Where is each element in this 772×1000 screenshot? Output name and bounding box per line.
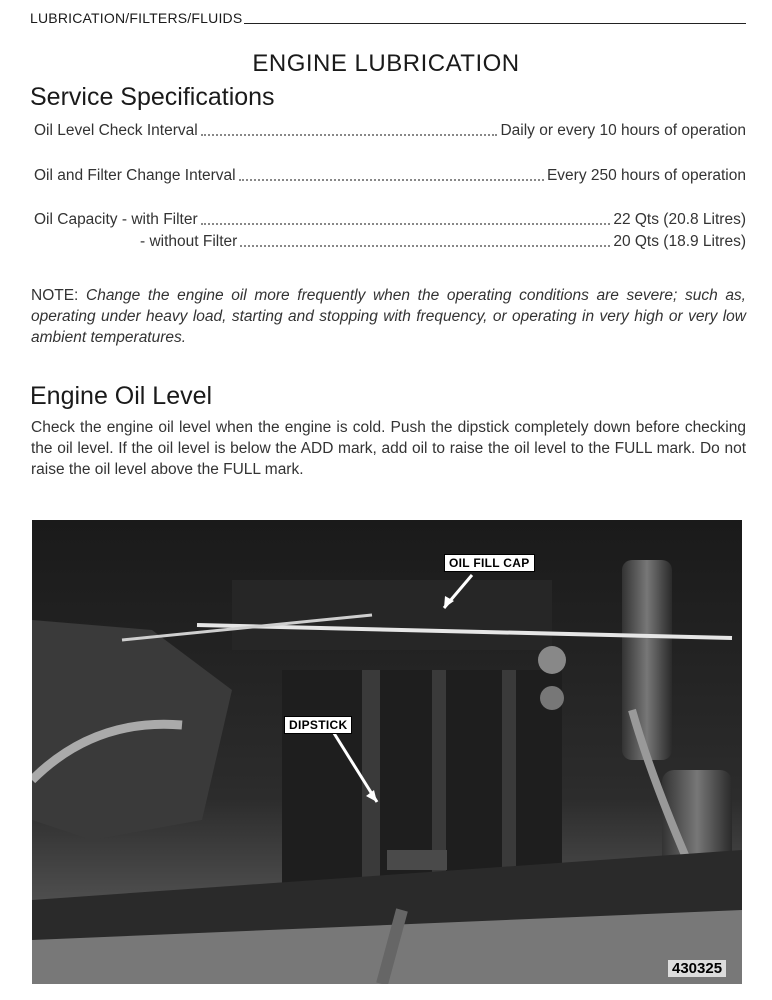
spec-value: Every 250 hours of operation [546,167,746,184]
header-rule [244,23,746,24]
section-header [30,10,746,26]
section-header-text: LUBRICATION/FILTERS/FLUIDS [30,10,243,26]
spec-label: - without Filter [140,233,238,250]
spec-capacity-with-filter [34,211,746,229]
dot-leader [240,245,610,247]
spec-value: 22 Qts (20.8 Litres) [613,211,746,228]
spec-label: Oil Level Check Interval [34,122,198,139]
service-specifications-heading: Service Specifications [30,83,275,111]
oil-level-paragraph: Check the engine oil level when the engine is cold. Push the dipstick completely down before checking the oil level. If the oil level is below the ADD mark, add oil to raise the oil level to the FULL mark. Do not raise the oil level above the FULL mark. [31,419,746,478]
dot-leader [239,179,544,181]
engine-oil-level-heading: Engine Oil Level [30,382,213,410]
spec-label: Oil and Filter Change Interval [34,167,236,184]
engine-photo-drawing [32,520,742,984]
note-text: Change the engine oil more frequently when the operating conditions are severe; such as, operating under heavy load, starting and stopping with frequency, or operating in very high or very low ambient temperatures. [31,287,746,346]
spec-capacity-without-filter [34,233,746,251]
spec-value: Daily or every 10 hours of operation [500,122,746,139]
dot-leader [201,223,611,225]
dipstick-callout: DIPSTICK [284,716,352,734]
spec-label: Oil Capacity - with Filter [34,211,198,228]
oil-fill-cap-callout: OIL FILL CAP [444,554,535,572]
dot-leader [201,134,498,136]
spec-value: 20 Qts (18.9 Litres) [613,233,746,250]
note-prefix: NOTE: [31,287,79,304]
page-title: ENGINE LUBRICATION [252,50,520,77]
figure-number: 430325 [668,960,726,977]
engine-photo [32,520,742,984]
note-paragraph [31,285,746,348]
spec-oil-level-check [34,122,746,140]
spec-oil-filter-change [34,167,746,185]
